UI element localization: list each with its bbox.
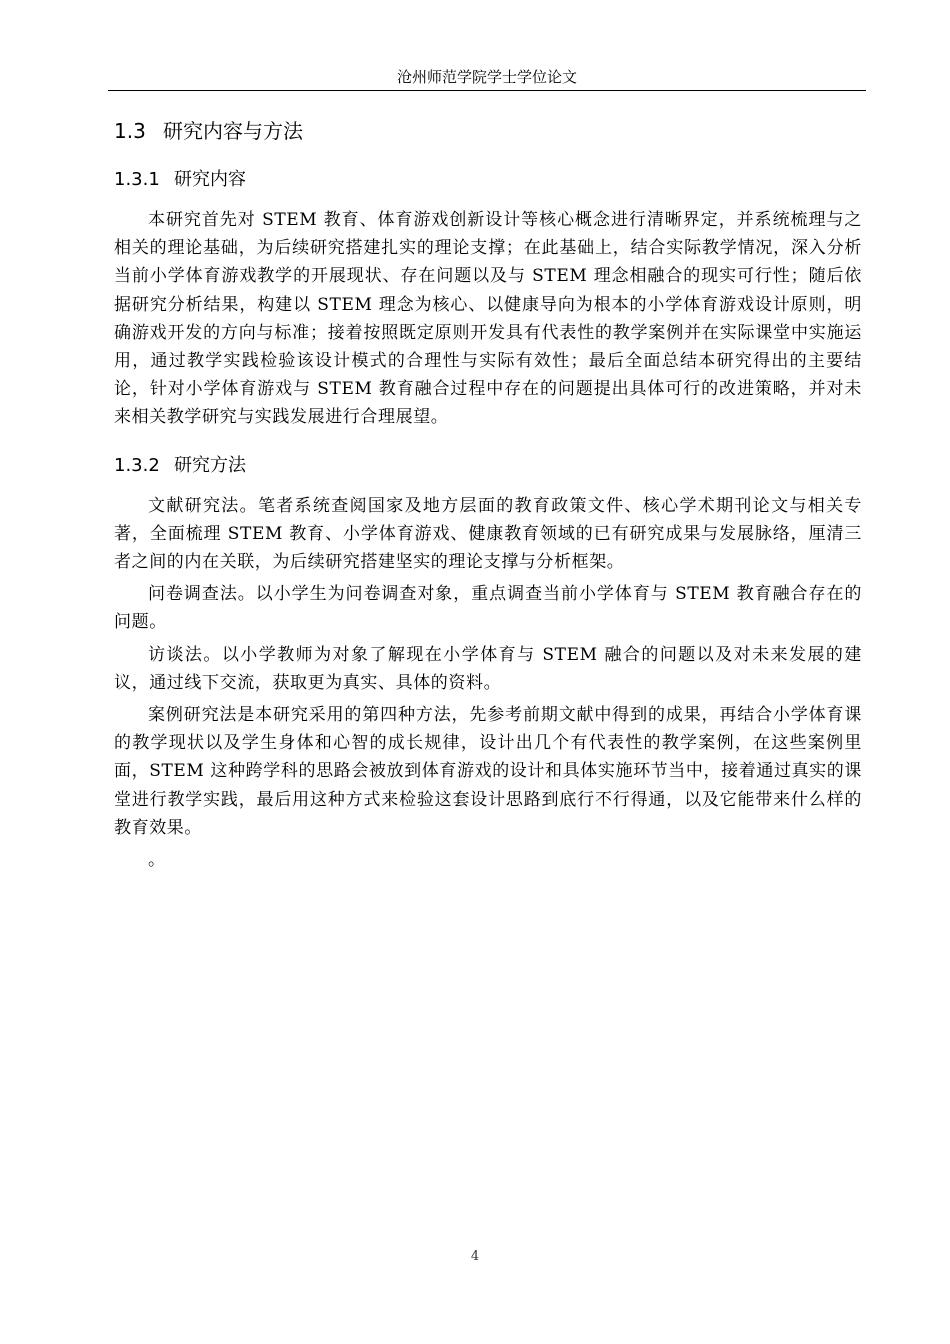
- content-paragraph: 本研究首先对 STEM 教育、体育游戏创新设计等核心概念进行清晰界定，并系统梳理与之相关的理论基础，为后续研究搭建扎实的理论支撑；在此基础上，结合实际教学情况，深入分析当前小学体育游戏教学的开展现状、存在问题以及与 STEM 理念相融合的现实可行性；随后依据研究分析结果，构建以 STEM 理念为核心、以健康导向为根本的小学体育游戏设计原则，明确游戏开发的方向与标准；接着按照既定原则开发具有代表性的教学案例并在实际课堂中实施运用，通过教学实践检验该设计模式的合理性与实际有效性；最后全面总结本研究得出的主要结论，针对小学体育游戏与 STEM 教育融合过程中存在的问题提出具体可行的改进策略，并对未来相关教学研究与实践发展进行合理展望。: [114, 210, 862, 428]
- section-title: 研究内容与方法: [163, 119, 303, 143]
- subsection-heading-content: [114, 166, 862, 194]
- method-paragraph-interview: 访谈法。以小学教师为对象了解现在小学体育与 STEM 融合的问题以及对未来发展的建议，通过线下交流，获取更为真实、具体的资料。: [114, 644, 862, 693]
- header-title: 沧州师范学院学士学位论文: [396, 68, 577, 86]
- page-header: [108, 0, 866, 91]
- subsection-number-content: 1.3.1: [114, 169, 160, 190]
- section-heading: [114, 116, 862, 146]
- subsection-title-methods: 研究方法: [174, 454, 246, 476]
- subsection-heading-methods: [114, 452, 862, 480]
- document-body: [114, 116, 862, 874]
- page-number: 4: [470, 1249, 480, 1264]
- subsection-number-methods: 1.3.2: [114, 454, 160, 476]
- trailing-punctuation: 。: [148, 850, 166, 871]
- subsection-title-content: 研究内容: [174, 169, 246, 190]
- method-paragraph-case-study: 案例研究法是本研究采用的第四种方法，先参考前期文献中得到的成果，再结合小学体育课的教学现状以及学生身体和心智的成长规律，设计出几个有代表性的教学案例，在这些案例里面，STEM 这种跨学科的思路会被放到体育游戏的设计和具体实施环节当中，接着通过真实的课堂进行教学实践，最后用这种方式来检验这套设计思路到底行不行得通，以及它能带来什么样的教育效果。: [114, 705, 862, 838]
- section-number: 1.3: [114, 119, 146, 143]
- method-paragraph-questionnaire: 问卷调查法。以小学生为问卷调查对象，重点调查当前小学体育与 STEM 教育融合存在的问题。: [114, 584, 862, 633]
- method-paragraph-literature: 文献研究法。笔者系统查阅国家及地方层面的教育政策文件、核心学术期刊论文与相关专著，全面梳理 STEM 教育、小学体育游戏、健康教育领域的已有研究成果与发展脉络，厘清三者之间的内在关联，为后续研究搭建坚实的理论支撑与分析框架。: [114, 495, 862, 573]
